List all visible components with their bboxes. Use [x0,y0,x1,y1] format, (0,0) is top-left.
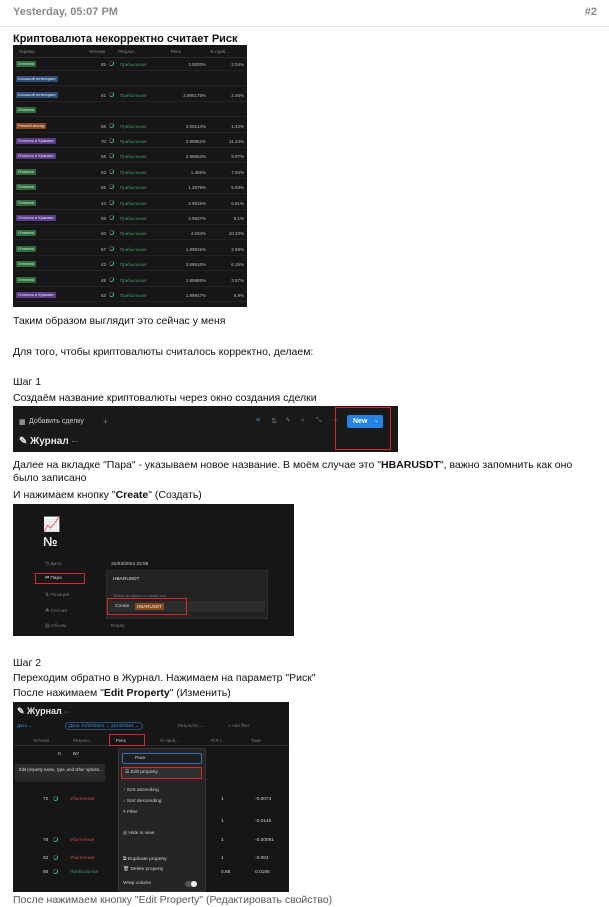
rating-tag: Отлично [18,230,34,236]
add-view-button[interactable]: + [103,417,108,426]
col-result-2: Результ... [73,738,93,743]
deal-form-screenshot [13,504,294,636]
progress-ring-icon [109,184,114,189]
p3-part1: Далее на вкладке "Пара" - указываем новое название. В моём случае это " [13,459,381,471]
genius-pct: 44 [100,200,106,206]
paragraph-4 [13,489,598,502]
profit-value: 9.1% [233,216,244,221]
p5-part2: " (Изменить) [169,687,231,699]
result-label: Прибыльная [120,169,147,175]
add-filter[interactable]: + Add filter [228,723,250,728]
progress-ring-icon [109,215,114,220]
paragraph-2: Для того, чтобы криптовалюты считалось корректно, делаем: [13,346,314,358]
journal-table-screenshot [13,45,247,307]
table-row[interactable] [13,243,247,256]
profit-value: 2.04% [231,62,244,67]
genius-pct: 68 [100,123,106,129]
step2-description: Переходим обратно в Журнал. Нажимаем на параметр "Риск" [13,672,316,684]
row-pct: 72 [43,797,49,802]
chevron-down-icon: ⌄ [374,418,380,424]
rating-tag: Отлично [18,245,34,251]
automation-icon[interactable]: ϟ [286,417,290,424]
row-pct: 76 [43,838,49,843]
genius-pct: 85 [100,185,106,191]
result-label: Прибыльная [120,277,147,283]
wrap-column-item[interactable]: Wrap column [123,881,152,886]
p4-part1: И нажимаем кнопку " [13,489,116,501]
genius-pct: 70 [100,139,106,144]
table-row[interactable] [13,104,247,117]
more-icon[interactable]: ··· [331,417,338,424]
progress-ring-icon [109,277,114,282]
progress-ring-icon [109,138,114,143]
filter-item[interactable]: ≡ Filter [123,810,138,815]
sort-icon[interactable]: ⇅ [271,418,277,425]
col-profit-2: % приб... [160,738,180,743]
edit-property-highlight [121,767,202,779]
table-row[interactable] [13,166,247,179]
property-name-value: Риск [135,756,146,761]
row-rr: 1 [221,819,224,824]
table-row[interactable] [13,89,247,102]
genius-pct: 48 [100,277,106,283]
field-volume-label: ▤ Объем [45,624,67,629]
step1-description: Создаём название криптовалюты через окно создания сделки [13,392,317,404]
genius-pct: 53 [100,293,106,298]
row-value: 0.0186 [255,870,270,875]
progress-ring-icon [53,869,58,874]
toolbar-screenshot [13,406,398,452]
col-rating: Оценка [19,49,35,54]
field-volume-value[interactable]: Empty [111,624,125,629]
progress-ring-icon [109,246,114,251]
genius-pct: 68 [100,154,106,160]
p4-create: Create [115,489,149,501]
table-row[interactable] [13,120,247,133]
row-pct: 82 [43,856,49,861]
table-row[interactable] [13,58,247,71]
risk-value: 3.00144% [185,123,206,129]
risk-value: 2.999178% [183,92,206,98]
profit-value: 2.46% [231,92,244,98]
journal-icon: ✎ [19,436,28,447]
table-row[interactable] [13,227,247,240]
create-highlight [107,598,187,615]
risk-value: 1.99955% [185,277,206,283]
paragraph-5 [13,687,598,700]
hide-in-view-item[interactable]: ◎ Hide in view [123,831,155,836]
rating-tag: Большой потенциал [18,91,56,97]
risk-value: 1.99815% [185,246,206,252]
table-row[interactable] [13,258,247,271]
rating-tag: Отлично [18,107,34,113]
col-rr: R:R (... [211,738,226,743]
p5-part1: После нажимаем " [13,687,104,699]
result-label: Прибыльная [120,92,147,98]
pair-input[interactable]: HBARUSDT [113,577,140,582]
risk-value: 1.2579% [188,185,206,191]
edit-property-label: ☰ Edit property [125,770,158,775]
field-pair-label[interactable]: ⇄ Пара [45,576,62,581]
profit-value: 6.81% [231,200,244,206]
filter-result[interactable]: Результат ⌄ [178,723,204,728]
profit-value: 10.33% [228,231,244,237]
journal-title: Журнал [30,436,69,447]
profit-value: 2.59% [231,246,244,252]
step2-heading: Шаг 2 [13,657,42,669]
row-rr: 1 [221,838,224,843]
first-row-pct: 0 [58,752,61,757]
risk-value: 4.004% [190,231,206,237]
progress-ring-icon [109,123,114,128]
filter-date[interactable]: Дата ⌄ [17,723,32,728]
col-risk-2[interactable]: Риск [116,738,126,743]
timestamp: Yesterday, 05:07 PM [13,6,118,18]
genius-pct: 57 [100,246,106,252]
p3-pair-name: HBARUSDT [380,459,440,471]
step1-heading: Шаг 1 [13,376,42,388]
genius-pct: 63 [100,169,106,175]
rating-tag: Отлично и Красиво [18,153,54,159]
delete-property-item[interactable]: 🗑 Delete property [123,867,164,872]
risk-value: 2.9915% [188,200,206,206]
filter-date-range[interactable]: Дата: 01/03/2024 → 31/03/2024 ⌄ [65,722,143,730]
create-label: Create [115,604,130,609]
risk-value: 2.9937% [188,216,206,221]
result-label: Прибыльная [120,231,147,237]
result-label: Прибыльная [120,246,147,252]
pair-highlight [35,573,85,584]
risk-highlight [109,734,145,746]
filter-icon[interactable]: ≡ [256,417,261,424]
rating-tag: Отлично и Красиво [18,138,54,143]
risk-value: 3.0003% [188,62,206,67]
result-label: Прибыльная [120,293,147,298]
result-label: Прибыльная [120,200,147,206]
rating-tag: Ранний выход [18,122,45,128]
journal-more-icon[interactable]: ··· [71,439,79,446]
journal-heading [19,436,78,447]
progress-ring-icon [53,796,58,801]
row-result: Убыточная [70,838,95,843]
row-rr: 1 [221,856,224,861]
search-icon[interactable]: ⌕ [301,417,305,424]
field-date-value[interactable]: 31/03/2024 23:59 [111,562,149,567]
result-label: Прибыльная [120,216,147,221]
table-row[interactable] [13,289,247,302]
add-deal-tab[interactable]: Добавить сделку [29,418,84,425]
genius-pct: 58 [100,216,106,221]
journal-row[interactable] [13,795,289,805]
table-row[interactable] [13,212,247,225]
rating-tag: Отлично [18,184,34,190]
journal-row[interactable] [13,817,289,827]
paragraph-3 [13,459,598,485]
table-row[interactable] [13,181,247,194]
header-row [13,735,289,746]
field-date-label: ◷ Дата [45,562,62,567]
progress-ring-icon [109,92,114,97]
expand-icon[interactable]: ⤡ [316,417,322,424]
profit-value: 1.42% [231,123,244,129]
table-header [13,45,247,58]
row-result: Убыточная [70,856,95,861]
row-rr: 1 [221,797,224,802]
journal-row[interactable] [13,836,289,846]
row-result: Прибыльная [70,870,99,875]
row-value: -0.004 [255,856,269,861]
first-row-result: БУ [73,752,80,757]
rating-tag: Отлично и Красиво [18,292,54,297]
progress-ring-icon [109,61,114,66]
bottom-cut-text: После нажимаем кнопку "Edit Property" (Редактировать свойство) [13,894,333,906]
table-row[interactable] [13,274,247,287]
profit-value: 3.57% [231,277,244,283]
col-profit: % приб... [210,49,230,54]
edit-property-screenshot [13,702,289,892]
p5-edit-property: Edit Property [103,687,170,699]
result-label: Прибыльная [120,139,147,144]
rating-tag: Большой потенциал [18,76,56,82]
journal-row[interactable] [13,868,289,878]
genius-pct: 85 [100,62,106,67]
genius-pct: 81 [100,92,106,98]
tooltip-text: Edit property name, type, and other options... [19,767,103,772]
progress-ring-icon [109,230,114,235]
progress-ring-icon [109,261,114,266]
row-value: -0.00091 [255,838,274,843]
progress-ring-icon [109,292,114,297]
risk-value: 1.99947% [185,293,206,298]
p3-part2: ", важно запомнить как оно было записано [13,459,573,484]
progress-ring-icon [109,200,114,205]
progress-ring-icon [109,169,114,174]
risk-value: 2.99862% [185,139,206,144]
sort-ascending-item[interactable]: ↑ Sort ascending [123,788,159,793]
table-row[interactable] [13,304,247,307]
profit-value: 6.9% [233,293,244,298]
col-genius-2: %Гения [33,738,50,743]
col-ticks: Тики [251,738,261,743]
progress-ring-icon [109,153,114,158]
row-value: -0.0074 [255,797,272,802]
col-risk: Риск [171,49,181,54]
post-title: Криптовалюта некорректно считает Риск [13,33,238,45]
result-label: Прибыльная [120,185,147,191]
journal-heading-2: ✎ Журнал ··· [17,706,71,716]
risk-value: 1.456% [190,169,206,175]
table-row[interactable] [13,135,247,148]
table-row[interactable] [13,197,247,210]
property-name-input[interactable] [122,753,202,764]
result-label: Прибыльная [120,262,147,268]
profit-value: 11.24% [229,139,244,144]
rating-tag: Отлично [18,168,34,174]
result-label: Прибыльная [120,62,147,67]
result-label: Прибыльная [120,154,147,160]
genius-pct: 43 [100,262,106,268]
risk-value: 2.99963% [185,154,206,160]
profit-value: 7.94% [231,169,244,175]
deal-title: № [43,534,58,549]
progress-ring-icon [53,855,58,860]
row-result: Убыточная [70,797,95,802]
col-result: Результ... [118,49,138,54]
rating-tag: Отлично [18,276,34,282]
paragraph-1: Таким образом выглядит это сейчас у меня [13,315,226,327]
field-session-label: ☘ Сессия [45,609,67,614]
message-header [0,0,609,27]
p4-part2: " (Создать) [148,489,202,501]
journal-row[interactable] [13,854,289,864]
wrap-column-toggle[interactable] [185,881,197,887]
highlight-box [335,407,391,450]
chart-icon: 📈 [43,516,61,532]
rating-tag: Отлично [18,261,34,267]
duplicate-property-item[interactable]: ⧉ Duplicate property [123,857,167,862]
rating-tag: Отлично [18,199,34,205]
profit-value: 9.07% [231,154,244,160]
message-number: #2 [584,6,597,18]
field-position-label: ⇅ Позиция [45,593,70,598]
profit-value: 6.15% [231,262,244,268]
row-rr: 0.68 [221,870,231,875]
create-tag: HBARUSDT [137,604,162,609]
row-value: -0.0145 [255,819,272,824]
rating-tag: Отлично и Красиво [18,215,54,220]
table-row[interactable] [13,73,247,86]
profit-value: 5.93% [231,185,244,191]
sort-descending-item[interactable]: ↓ Sort descending [123,799,162,804]
genius-pct: 60 [100,231,106,237]
row-pct: 85 [43,870,49,875]
table-row[interactable] [13,150,247,163]
table-icon: ▦ [19,419,26,426]
progress-ring-icon [53,837,58,842]
tooltip [15,764,105,782]
col-genius: %Гения [89,49,106,54]
rating-tag: Отлично [18,61,34,66]
new-button-label: New [353,418,368,425]
select-hint: Select an option or create one [113,593,167,598]
risk-value: 3.99616% [185,262,206,268]
result-label: Прибыльная [120,123,147,129]
